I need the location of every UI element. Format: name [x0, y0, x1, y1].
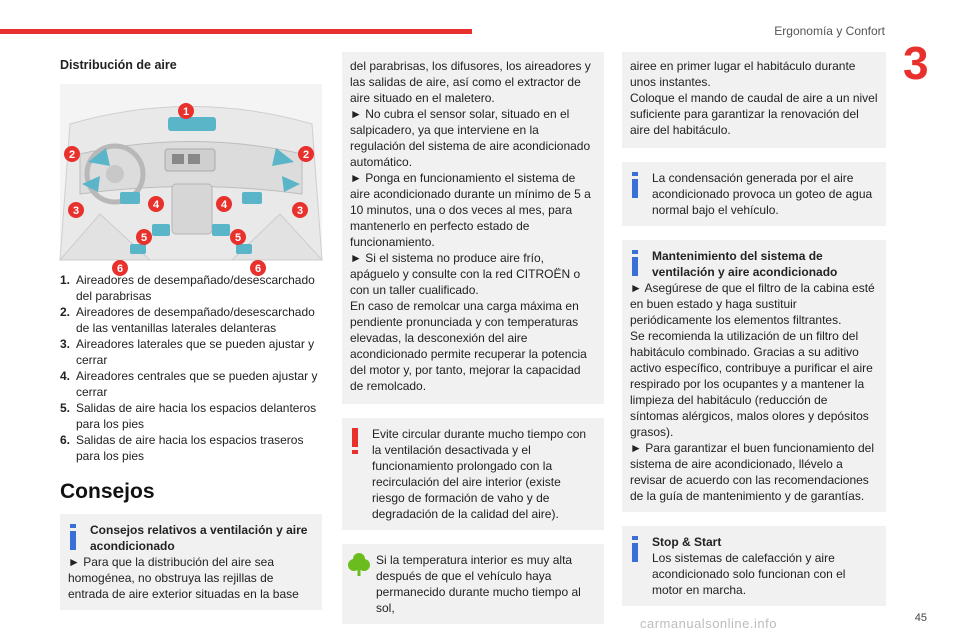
info-box-condensation [622, 162, 886, 226]
stop-start-title: Stop & Start [652, 535, 722, 549]
info-icon [630, 250, 640, 276]
tip-body: ► Para que la distribución del aire sea homogénea, no obstruya las rejillas de entrada de aire exterior situadas en la base [68, 555, 299, 601]
chapter-title: Ergonomía y Confort [774, 24, 885, 38]
svg-text:5: 5 [140, 232, 148, 244]
info-icon [68, 524, 78, 550]
warning-box [342, 418, 604, 530]
info-icon [630, 172, 640, 198]
list-item: 6. Salidas de aire hacia los espacios traseros para los pies [60, 433, 304, 463]
paragraph: Se recomienda la utilización de un filtro del habitáculo combinado. Gracias a su aditivo activo específico, contribuye a purificar el aire respirado por los ocupantes y a mantener la limpieza del habitáculo (reducción de síntomas alérgicos, malos olores y depósitos grasos). [630, 329, 873, 439]
consejos-heading: Consejos [60, 480, 155, 503]
info-box-stop-start [622, 526, 886, 606]
tip-title: Consejos relativos a ventilación y aire acondicionado [90, 523, 308, 553]
column-2 [342, 52, 604, 624]
eco-box-continued [622, 52, 886, 148]
bullet: ► Para garantizar el buen funcionamiento del sistema de aire acondicionado, llévelo a revisar de acuerdo con las recomendaciones de la guía de mantenimiento y de garantías. [630, 441, 875, 503]
svg-text:1: 1 [182, 106, 190, 118]
paragraph: En caso de remolcar una carga máxima en pendiente pronunciada y con temperaturas elevadas, la desconexión del aire acondicionado permite recuperar la potencia del motor y, por tanto, mejorar la capacidad de remolcado. [350, 299, 587, 393]
callout-4-right [216, 196, 232, 212]
info-box-maintenance [622, 240, 886, 512]
list-item: 5. Salidas de aire hacia los espacios delanteros para los pies [60, 401, 317, 431]
warning-text: Evite circular durante mucho tiempo con la ventilación desactivada y el funcionamiento prolongado con la recirculación del aire interior (existe riesgo de formación de vaho y de degradación de la calidad del aire). [372, 427, 587, 521]
column-1 [60, 58, 322, 610]
condensation-text: La condensación generada por el aire acondicionado provoca un goteo de agua normal bajo el vehículo. [652, 171, 873, 217]
svg-text:5: 5 [234, 232, 242, 244]
eco-icon [348, 552, 370, 576]
callout-1 [178, 103, 194, 119]
svg-text:6: 6 [254, 263, 262, 275]
info-box-ventilation [60, 514, 322, 610]
section-title: Distribución de aire [60, 58, 177, 72]
svg-text:4: 4 [152, 199, 160, 211]
bullet: ► Si el sistema no produce aire frío, apáguelo y consulte con la red CITROËN o con un taller cualificado. [350, 251, 581, 297]
callout-3-right [292, 202, 308, 218]
maintenance-title: Mantenimiento del sistema de ventilación y aire acondicionado [652, 249, 838, 279]
paragraph: airee en primer lugar el habitáculo durante unos instantes. [630, 59, 856, 89]
list-item: 3. Aireadores laterales que se pueden ajustar y cerrar [60, 337, 315, 367]
chapter-number: 3 [903, 37, 929, 89]
watermark: carmanualsonline.info [640, 616, 777, 631]
callout-2-right [298, 146, 314, 162]
callout-layer [60, 84, 322, 275]
list-item: 2. Aireadores de desempañado/desescarchado de las ventanillas laterales delanteras [60, 305, 315, 335]
air-distribution-figure [60, 84, 322, 275]
page-number: 45 [914, 612, 927, 624]
info-box-continued [342, 52, 604, 404]
svg-text:3: 3 [296, 205, 304, 217]
callout-5-right [230, 229, 246, 245]
info-icon [630, 536, 640, 562]
callout-4-left [148, 196, 164, 212]
paragraph: Coloque el mando de caudal de aire a un nivel suficiente para garantizar la renovación del aire del habitáculo. [630, 91, 878, 137]
eco-box [342, 544, 604, 624]
list-item: 4. Aireadores centrales que se pueden ajustar y cerrar [60, 369, 318, 399]
column-3 [622, 52, 886, 606]
svg-text:2: 2 [302, 149, 310, 161]
bullet: ► No cubra el sensor solar, situado en el salpicadero, ya que interviene en la regulación del sistema de aire acondicionado automático. [350, 107, 591, 169]
warning-icon [350, 428, 360, 454]
svg-text:3: 3 [72, 205, 80, 217]
bullet: ► Asegúrese de que el filtro de la cabina esté en buen estado y haga sustituir periódicamente los elementos filtrantes. [630, 281, 875, 327]
eco-text: Si la temperatura interior es muy alta después de que el vehículo haya permanecido durante mucho tiempo al sol, [376, 553, 581, 615]
stop-start-text: Los sistemas de calefacción y aire acondicionado solo funcionan con el motor en marcha. [652, 551, 846, 597]
svg-text:4: 4 [220, 199, 228, 211]
vent-legend-list [60, 272, 322, 464]
svg-text:2: 2 [68, 149, 76, 161]
svg-text:6: 6 [116, 263, 124, 275]
bullet: ► Ponga en funcionamiento el sistema de aire acondicionado durante un mínimo de 5 a 10 minutos, una o dos veces al mes, para mantenerlo en perfecto estado de funcionamiento. [350, 171, 591, 249]
callout-2-left [64, 146, 80, 162]
paragraph: del parabrisas, los difusores, los aireadores y las salidas de aire, así como el extractor de aire situado en el maletero. [350, 59, 591, 105]
callout-3-left [68, 202, 84, 218]
header-accent-bar [0, 29, 472, 34]
list-item: 1. Aireadores de desempañado/desescarchado del parabrisas [60, 273, 315, 303]
callout-5-left [136, 229, 152, 245]
